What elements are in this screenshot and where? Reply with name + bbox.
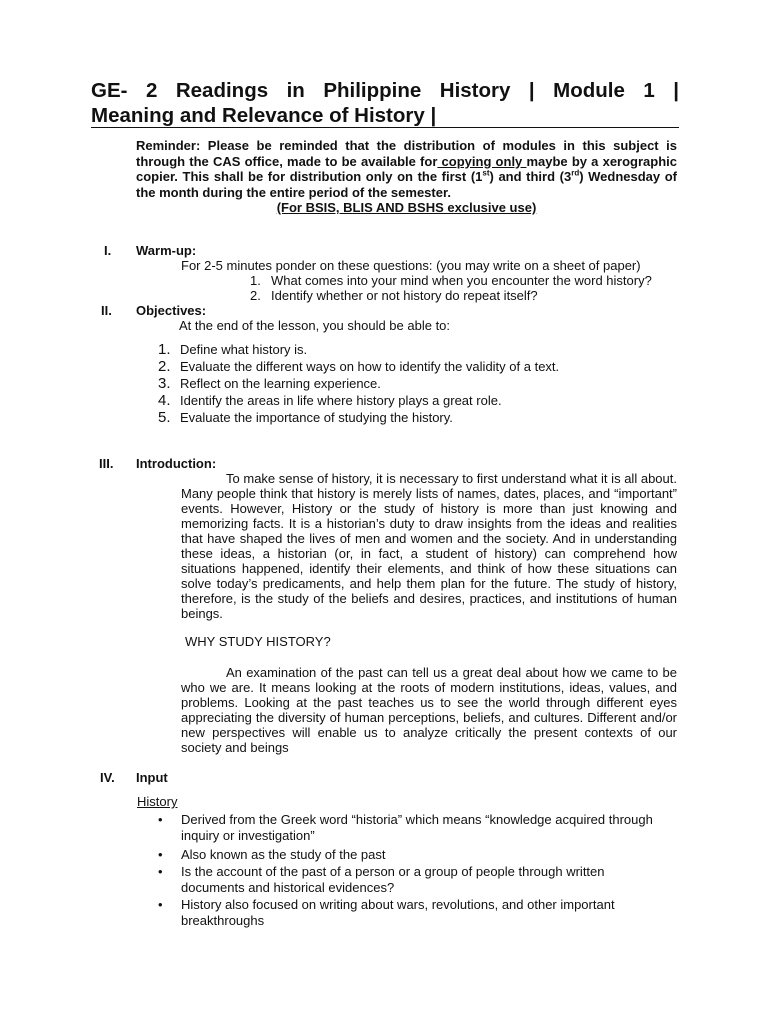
introduction-paragraph-1 (181, 471, 677, 621)
section-number-objectives: II. (101, 303, 112, 318)
reminder-underlined: copying only (437, 153, 527, 169)
bullet-icon: • (158, 897, 163, 912)
warmup-question: What comes into your mind when you encounter the word history? (271, 273, 652, 288)
bullet-text: Also known as the study of the past (181, 847, 386, 862)
bullet-icon: • (158, 812, 163, 827)
section-number-warmup: I. (104, 243, 112, 258)
bullet-icon: • (158, 847, 163, 862)
bullet-icon: • (158, 864, 163, 879)
reminder-text-2: maybe by a xerographic copier. This shall be for distribution only on the first (1 (136, 153, 677, 185)
objectives-intro: At the end of the lesson, you should be able to: (179, 318, 451, 333)
objective-item (158, 358, 559, 375)
objective-number: 1. (158, 341, 171, 358)
objective-item (158, 392, 502, 409)
objective-text: Reflect on the learning experience. (180, 376, 381, 391)
section-number-introduction: III. (99, 456, 114, 471)
objective-text: Evaluate the importance of studying the history. (180, 410, 453, 425)
section-heading-input: Input (136, 770, 168, 785)
reminder-notice (136, 138, 677, 200)
reminder-text-3: ) and third (3 (489, 169, 572, 185)
history-subheading: History (137, 794, 178, 809)
section-number-input: IV. (100, 770, 115, 785)
exclusive-use-note: (For BSIS, BLIS AND BSHS exclusive use) (276, 200, 537, 215)
superscript-third: rd (571, 168, 580, 178)
page-title-line-2: Meaning and Relevance of History | (91, 104, 437, 127)
title-divider (91, 127, 679, 128)
page-title: GE- 2 Readings in Philippine History | Module 1 | (91, 79, 679, 102)
objective-number: 2. (158, 358, 171, 375)
section-heading-introduction: Introduction: (136, 456, 217, 471)
warmup-question: Identify whether or not history do repeat itself? (271, 288, 538, 303)
objective-number: 5. (158, 409, 171, 426)
introduction-paragraph-2 (181, 665, 677, 755)
reminder-text-1: Reminder: Please be reminded that the distribution of modules in this subject is through the CAS office, made to be available for (136, 138, 677, 169)
superscript-first: st (482, 168, 490, 178)
introduction-paragraph-1-text: To make sense of history, it is necessary to first understand what it is all about. Many people think that history is merely lists of names, dates, places, and “important” events. However, History or the study of history is more than just knowing and memorizing facts. It is a historian’s duty to draw insights from the ideas and realities that have shaped the lives of men and women and the society. And in understanding these ideas, a historian (or, in fact, a student of history) can comprehend how situations happened, identify their elements, and think of how these situations can solve today’s predicaments, and help them plan for the future. The study of history, therefore, is the study of the beliefs and desires, practices, and institutions of human beings. (181, 471, 677, 621)
section-heading-objectives: Objectives: (136, 303, 207, 318)
objective-text: Identify the areas in life where history plays a great role. (180, 393, 502, 408)
bullet-text: History also focused on writing about wars, revolutions, and other important breakthroughs (181, 897, 615, 928)
warmup-question-number: 2. (250, 288, 261, 303)
objective-item (158, 375, 381, 392)
objective-text: Evaluate the different ways on how to identify the validity of a text. (180, 359, 560, 374)
objective-item (158, 409, 453, 426)
objective-text: Define what history is. (180, 342, 308, 357)
introduction-paragraph-2-text: An examination of the past can tell us a great deal about how we came to be who we are. It means looking at the roots of modern institutions, ideas, values, and problems. Looking at the past teaches us to see the world through different eyes appreciating the diversity of human perceptions, beliefs, and cultures. Different and/or new perspectives will enable us to analyze critically the present contexts of our society and beings (181, 665, 677, 755)
objective-number: 4. (158, 392, 171, 409)
objective-number: 3. (158, 375, 171, 392)
bullet-text: Is the account of the past of a person or a group of people through written documents and historical evidences? (181, 864, 605, 895)
reminder-text-4: ) Wednesday of the month during the entire period of the semester. (136, 169, 677, 200)
warmup-question-number: 1. (250, 273, 261, 288)
section-heading-warmup: Warm-up: (136, 243, 197, 258)
bullet-text: Derived from the Greek word “historia” which means “knowledge acquired through inquiry or investigation” (181, 812, 653, 843)
warmup-intro: For 2-5 minutes ponder on these questions: (you may write on a sheet of paper) (181, 258, 641, 273)
objective-item (158, 341, 307, 358)
why-study-history-heading: WHY STUDY HISTORY? (185, 634, 331, 649)
